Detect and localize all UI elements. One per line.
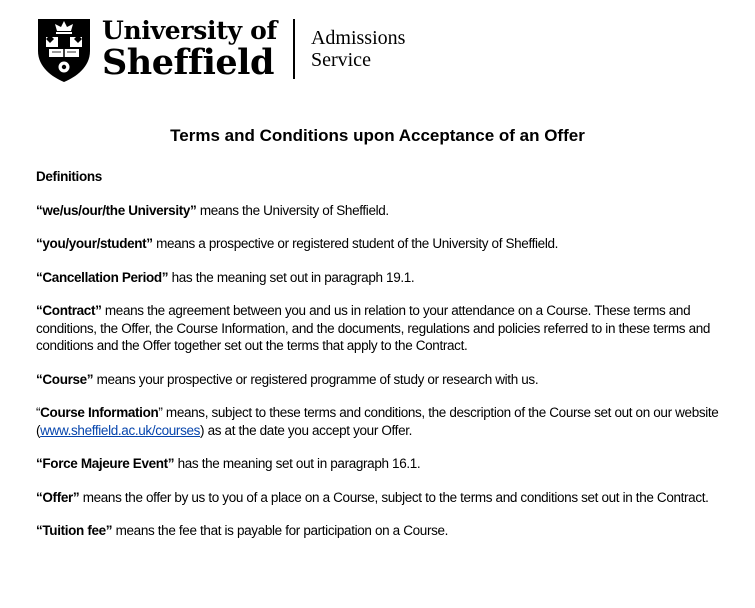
definition-text: has the meaning set out in paragraph 16.1. bbox=[174, 456, 421, 471]
definition-text: means the University of Sheffield. bbox=[196, 202, 389, 218]
university-wordmark bbox=[102, 16, 277, 83]
definition-term: “Contract” bbox=[36, 303, 102, 318]
definition-term: “Offer” bbox=[36, 489, 80, 505]
definition-term: “you/your/student” bbox=[36, 236, 153, 251]
definition-text: means the agreement between you and us in relation to your attendance on a Course. These terms and conditions, the Offer, the Course Information, and the documents, regulations and policies referred to in these terms and conditions and the Offer together set out the terms that apply to the Contract. bbox=[36, 303, 711, 353]
definition-term: “Cancellation Period” bbox=[36, 269, 169, 285]
definition-text: means a prospective or registered student of the University of Sheffield. bbox=[152, 236, 559, 251]
service-name bbox=[311, 27, 405, 71]
document-body bbox=[36, 168, 726, 556]
definition-item bbox=[36, 235, 726, 253]
university-name-line1: University of bbox=[102, 16, 277, 45]
definition-term: “we/us/our/the University” bbox=[36, 202, 197, 218]
definition-term: “Force Majeure Event” bbox=[36, 456, 175, 471]
header bbox=[36, 14, 405, 84]
definition-text: has the meaning set out in paragraph 19.1. bbox=[168, 269, 415, 285]
definition-term: Course Information bbox=[40, 405, 159, 420]
university-crest-logo bbox=[36, 15, 92, 83]
definition-text: means the offer by us to you of a place on a Course, subject to the terms and conditions set out in the Contract. bbox=[79, 489, 709, 505]
definition-quote-close: ” bbox=[158, 405, 163, 420]
definition-item bbox=[36, 371, 726, 389]
definition-text-after-link: ) as at the date you accept your Offer. bbox=[200, 422, 413, 438]
definition-item bbox=[36, 269, 726, 287]
definition-item bbox=[36, 404, 726, 439]
university-name-line2: Sheffield bbox=[102, 42, 274, 83]
definition-item bbox=[36, 522, 726, 540]
header-divider bbox=[293, 19, 295, 79]
courses-link[interactable]: www.sheffield.ac.uk/courses bbox=[40, 422, 201, 438]
definition-quote-open: “ bbox=[36, 405, 41, 420]
definition-item bbox=[36, 455, 726, 473]
definition-item bbox=[36, 302, 726, 355]
service-name-line1: Admissions bbox=[310, 27, 406, 49]
definition-text: means the fee that is payable for participation on a Course. bbox=[112, 523, 449, 538]
document-title: Terms and Conditions upon Acceptance of an Offer bbox=[170, 126, 585, 145]
definition-term: “Tuition fee” bbox=[36, 523, 113, 538]
definition-item bbox=[36, 202, 726, 220]
service-name-line2: Service bbox=[310, 49, 371, 71]
definition-item bbox=[36, 489, 726, 507]
definition-text: means, subject to these terms and conditions, the description of the Course set out on our website ( bbox=[36, 405, 719, 438]
definition-text: means your prospective or registered programme of study or research with us. bbox=[93, 371, 539, 387]
definition-term: “Course” bbox=[36, 371, 94, 387]
definitions-heading: Definitions bbox=[36, 169, 102, 184]
